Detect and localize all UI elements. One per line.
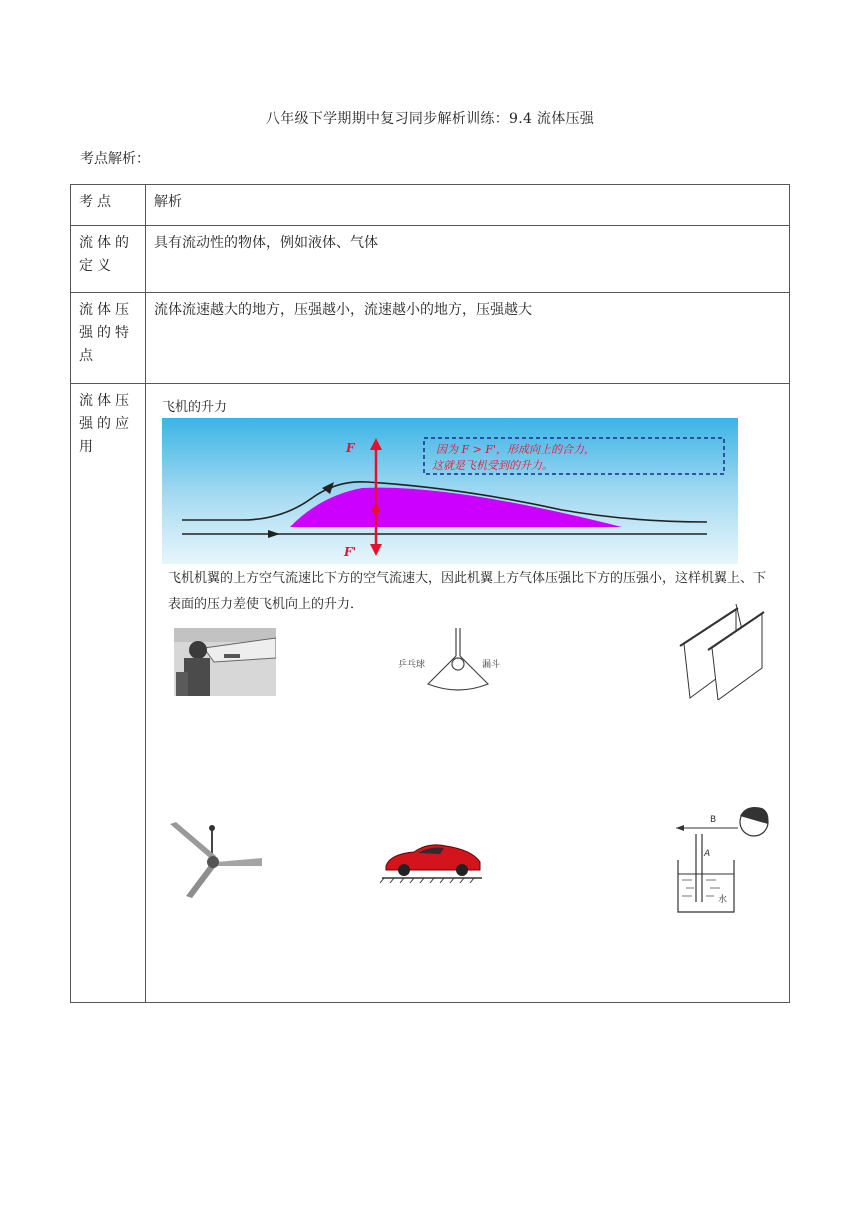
header-point: 考点 (71, 185, 146, 226)
table-header-row (71, 185, 790, 226)
wing-lift-diagram (162, 418, 738, 564)
point-cell: 流体压强的应用 (71, 384, 146, 1003)
application-cell (146, 384, 790, 1003)
analysis-cell: 具有流动性的物体，例如液体、气体 (146, 226, 790, 293)
tube-label-b: B (710, 815, 717, 825)
sports-car-picture (380, 834, 484, 884)
analysis-cell: 流体流速越大的地方，压强越小，流速越小的地方，压强越大 (146, 293, 790, 384)
sky-background (162, 418, 738, 564)
ceiling-fan-photo (168, 820, 264, 898)
section-label: 考点解析： (80, 151, 150, 167)
force-up-label: F (346, 441, 355, 455)
ball-label: 乒乓球 (398, 660, 426, 670)
page-title: 八年级下学期期中复习同步解析训练：9.4 流体压强 (265, 111, 595, 127)
force-origin (372, 506, 380, 514)
table-row (71, 226, 790, 293)
tube-label-a: A (704, 849, 711, 859)
table-row (71, 293, 790, 384)
atomizer-diagram (672, 798, 772, 918)
point-cell: 流体的定义 (71, 226, 146, 293)
hanging-papers-diagram (676, 602, 768, 700)
lift-label: 飞机的升力 (162, 400, 228, 415)
knowledge-table (70, 184, 790, 1003)
note-line-1: 因为 F > F'，形成向上的合力， (436, 443, 595, 456)
water-label: 水 (718, 895, 728, 905)
force-down-label: F' (344, 545, 357, 559)
funnel-label: 漏斗 (482, 660, 501, 670)
lift-explanation: 飞机机翼的上方空气流速比下方的空气流速大，因此机翼上方气体压强比下方的压强小，这样机翼上、下表面的压力差使飞机向上的升力． (168, 571, 767, 612)
point-cell: 流体压强的特点 (71, 293, 146, 384)
note-line-2: 这就是飞机受到的升力。 (432, 459, 553, 472)
table-row (71, 384, 790, 1003)
funnel-ball-diagram (398, 626, 518, 698)
blowing-paper-photo (174, 628, 276, 696)
header-analysis: 解析 (146, 185, 790, 226)
